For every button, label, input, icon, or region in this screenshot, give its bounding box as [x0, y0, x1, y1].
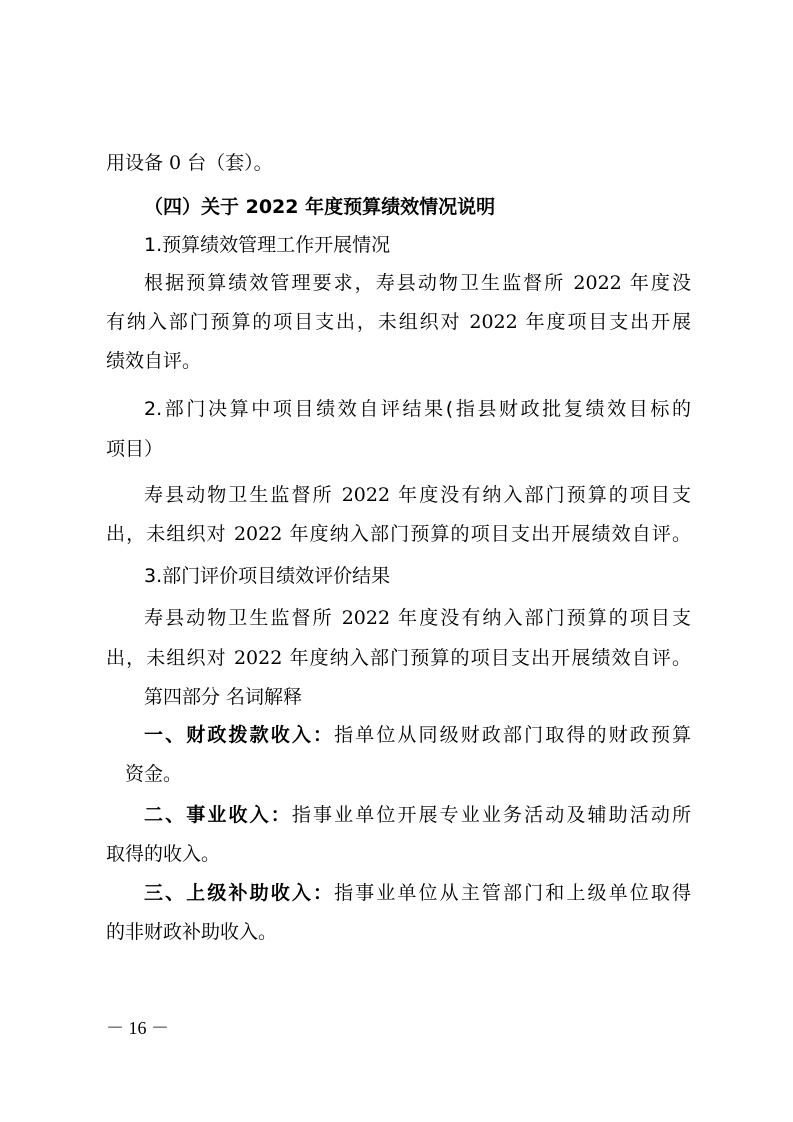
paragraph-line: 寿县动物卫生监督所 2022 年度没有纳入部门预算的项目支	[144, 607, 691, 629]
subsection-heading: 3.部门评价项目绩效评价结果	[144, 565, 391, 587]
paragraph-line: 的非财政补助收入。	[106, 921, 278, 943]
paragraph-line: 用设备 0 台（套）。	[106, 152, 273, 174]
subsection-heading: 项目）	[106, 438, 164, 460]
paragraph-line: 有纳入部门预算的项目支出，未组织对 2022 年度项目支出开展	[106, 311, 691, 333]
paragraph-line: 寿县动物卫生监督所 2022 年度没有纳入部门预算的项目支	[144, 484, 691, 506]
term-definition	[144, 722, 691, 748]
term-definition	[144, 880, 691, 906]
paragraph-line: 资金。	[125, 763, 183, 785]
paragraph-line: 绩效自评。	[106, 350, 202, 372]
subsection-heading: 2.部门决算中项目绩效自评结果(指县财政批复绩效目标的	[144, 398, 691, 420]
term-definition	[144, 802, 691, 828]
subsection-heading: 1.预算绩效管理工作开展情况	[144, 234, 391, 256]
part-heading: 第四部分 名词解释	[144, 686, 303, 708]
term-text: 指事业单位从主管部门和上级单位取得	[334, 882, 691, 904]
paragraph-line: 出，未组织对 2022 年度纳入部门预算的项目支出开展绩效自评。	[106, 523, 691, 545]
page-number: － 16 －	[106, 1018, 169, 1038]
term-text: 指单位从同级财政部门取得的财政预算	[334, 724, 691, 746]
term-label: 三、上级补助收入：	[144, 882, 335, 904]
paragraph-line: 根据预算绩效管理要求，寿县动物卫生监督所 2022 年度没	[144, 272, 691, 294]
paragraph-line: 出，未组织对 2022 年度纳入部门预算的项目支出开展绩效自评。	[106, 647, 691, 669]
paragraph-line: 取得的收入。	[106, 843, 221, 865]
term-label: 二、事业收入：	[144, 804, 292, 826]
section-heading: （四）关于 2022 年度预算绩效情况说明	[144, 196, 496, 218]
term-text: 指事业单位开展专业业务活动及辅助活动所	[291, 804, 691, 826]
term-label: 一、财政拨款收入：	[144, 724, 335, 746]
